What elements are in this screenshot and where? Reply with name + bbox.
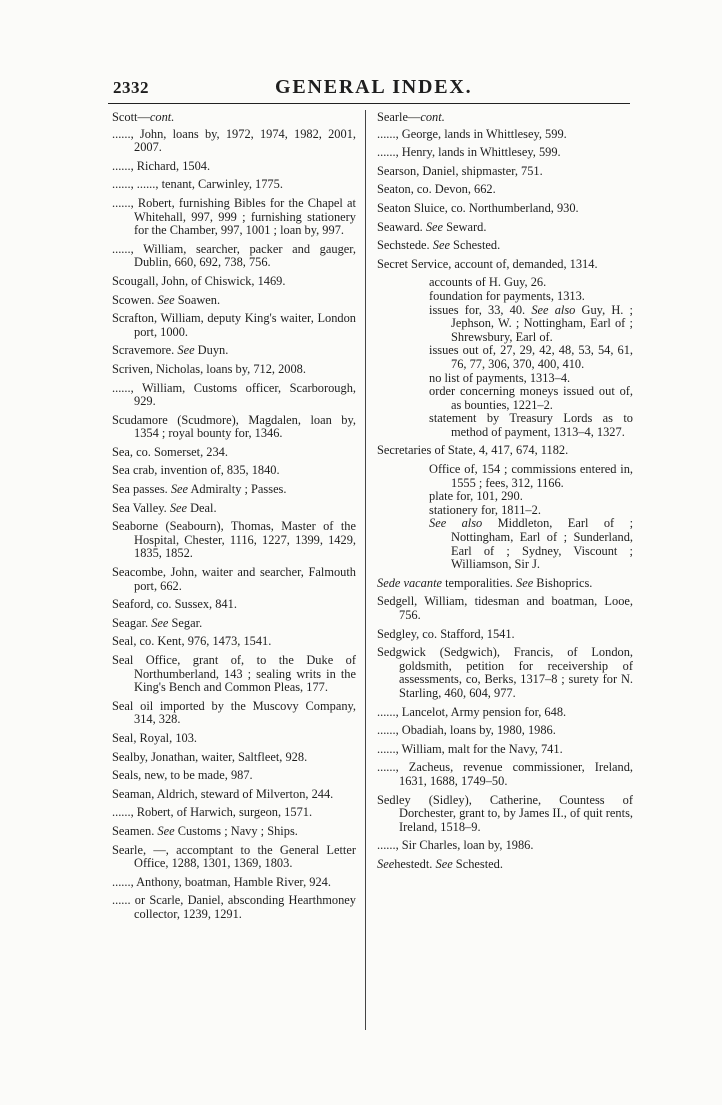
- index-subentry: plate for, 101, 290.: [429, 489, 523, 504]
- index-entry: Scriven, Nicholas, loans by, 712, 2008.: [112, 361, 306, 376]
- index-entry: Sedgwick (Sedgwich), Francis, of London, goldsmith, petition for receivership of assessments, co, Berks, 1317–8 ; surety for N. Starling, 460, 604, 977.: [377, 645, 633, 700]
- index-entry: ......, Obadiah, loans by, 1980, 1986.: [377, 723, 556, 738]
- index-subentry: foundation for payments, 1313.: [429, 288, 585, 303]
- index-entry: Seagar. See Segar.: [112, 615, 203, 630]
- index-entry: ......, William, malt for the Navy, 741.: [377, 741, 563, 756]
- index-subentry: statement by Treasury Lords as to method of payment, 1313–4, 1327.: [429, 411, 633, 439]
- index-entry: Searle, —, accomptant to the General Letter Office, 1288, 1301, 1369, 1803.: [112, 842, 356, 871]
- index-entry: ......, Richard, 1504.: [112, 158, 211, 173]
- index-entry: ......, John, loans by, 1972, 1974, 1982, 2001, 2007.: [112, 126, 356, 155]
- index-entry: Seamen. See Customs ; Navy ; Ships.: [112, 823, 298, 838]
- index-column-right: [377, 111, 633, 877]
- index-entry: Scowen. See Soawen.: [112, 292, 221, 307]
- index-subentry: issues out of, 27, 29, 42, 48, 53, 54, 61, 76, 77, 306, 370, 400, 410.: [429, 343, 633, 371]
- index-subentry: issues for, 33, 40. See also Guy, H. ; Jephson, W. ; Nottingham, Earl of ; Shrewsbury, Earl of.: [429, 302, 633, 344]
- index-subentry: Office of, 154 ; commissions entered in, 1555 ; fees, 312, 1166.: [429, 462, 633, 490]
- index-entry: Scougall, John, of Chiswick, 1469.: [112, 273, 286, 288]
- index-column-left: [112, 111, 356, 927]
- index-entry: Seal oil imported by the Muscovy Company, 314, 328.: [112, 698, 356, 727]
- page-number: 2332: [113, 78, 149, 97]
- index-entry: Seal, co. Kent, 976, 1473, 1541.: [112, 634, 272, 649]
- index-subentry: accounts of H. Guy, 26.: [429, 275, 547, 290]
- index-entry: ...... or Scarle, Daniel, absconding Hearthmoney collector, 1239, 1291.: [112, 893, 356, 921]
- index-entry: Sede vacante temporalities. See Bishoprics.: [377, 575, 593, 590]
- index-entry: Seals, new, to be made, 987.: [112, 768, 253, 783]
- index-subentry: stationery for, 1811–2.: [429, 502, 541, 517]
- index-entry: ......, Sir Charles, loan by, 1986.: [377, 838, 534, 853]
- index-subentry: no list of payments, 1313–4.: [429, 370, 571, 385]
- index-entry: Sechstede. See Schested.: [377, 238, 501, 253]
- index-continuation-heading: Scott—cont.: [112, 110, 175, 124]
- index-entry: Sealby, Jonathan, waiter, Saltfleet, 928.: [112, 749, 308, 764]
- index-entry: Seacombe, John, waiter and searcher, Falmouth port, 662.: [112, 565, 356, 593]
- index-continuation-heading: Searle—cont.: [377, 110, 445, 124]
- index-entry: Secret Service, account of, demanded, 1314.: [377, 256, 598, 271]
- index-entry: Sedgell, William, tidesman and boatman, Looe, 756.: [377, 594, 633, 622]
- index-entry: ......, Robert, furnishing Bibles for the Chapel at Whitehall, 997, 999 ; furnishing stationery for the Chamber, 997, 1001 ; loan by, 997.: [112, 195, 356, 238]
- index-entry: ......, Zacheus, revenue commissioner, Ireland, 1631, 1688, 1749–50.: [377, 760, 633, 788]
- index-entry: Seal Office, grant of, to the Duke of Northumberland, 143 ; sealing writs in the King's Bench and Common Pleas, 177.: [112, 653, 356, 695]
- running-head: GENERAL INDEX.: [275, 76, 473, 98]
- index-entry: ......, William, searcher, packer and gauger, Dublin, 660, 692, 738, 756.: [112, 241, 356, 270]
- index-entry: Seal, Royal, 103.: [112, 730, 198, 745]
- index-entry: ......, Henry, lands in Whittlesey, 599.: [377, 145, 561, 160]
- index-entry: Scrafton, William, deputy King's waiter, London port, 1000.: [112, 311, 356, 339]
- header-rule: [108, 103, 630, 104]
- index-entry: Seaton, co. Devon, 662.: [377, 182, 496, 197]
- index-entry: Seaton Sluice, co. Northumberland, 930.: [377, 200, 579, 215]
- index-entry: ......, William, Customs officer, Scarborough, 929.: [112, 380, 356, 409]
- index-entry: Sea Valley. See Deal.: [112, 500, 217, 515]
- index-entry: Sea, co. Somerset, 234.: [112, 444, 228, 459]
- index-entry: ......, George, lands in Whittlesey, 599.: [377, 126, 567, 141]
- index-entry: ......, Robert, of Harwich, surgeon, 1571.: [112, 805, 313, 820]
- index-entry: Sea crab, invention of, 835, 1840.: [112, 463, 280, 478]
- index-entry: Sedgley, co. Stafford, 1541.: [377, 626, 515, 641]
- index-entry: Searson, Daniel, shipmaster, 751.: [377, 163, 543, 178]
- index-entry: Sedley (Sidley), Catherine, Countess of Dorchester, grant to, by James II., of quit rents, Ireland, 1518–9.: [377, 792, 633, 834]
- index-entry: Seaford, co. Sussex, 841.: [112, 597, 237, 612]
- index-entry: Scravemore. See Duyn.: [112, 343, 229, 358]
- column-divider: [365, 110, 366, 1030]
- index-entry: Seaman, Aldrich, steward of Milverton, 244.: [112, 786, 334, 801]
- index-subentry: order concerning moneys issued out of, as bounties, 1221–2.: [429, 384, 633, 412]
- index-entry: Seaward. See Seward.: [377, 219, 487, 234]
- index-entry: Seehestedt. See Schested.: [377, 856, 503, 871]
- index-entry: Scudamore (Scudmore), Magdalen, loan by, 1354 ; royal bounty for, 1346.: [112, 412, 356, 441]
- index-entry: ......, ......, tenant, Carwinley, 1775.: [112, 177, 283, 192]
- index-entry: Sea passes. See Admiralty ; Passes.: [112, 482, 287, 497]
- index-entry: Seaborne (Seabourn), Thomas, Master of the Hospital, Chester, 1116, 1227, 1399, 1429, 1835, 1852.: [112, 519, 356, 561]
- index-entry: ......, Lancelot, Army pension for, 648.: [377, 704, 567, 719]
- index-entry: ......, Anthony, boatman, Hamble River, 924.: [112, 874, 331, 889]
- index-entry: Secretaries of State, 4, 417, 674, 1182.: [377, 443, 569, 458]
- index-subentry: See also Middleton, Earl of ; Nottingham, Earl of ; Sunderland, Earl of ; Sydney, Viscount ; Williamson, Sir J.: [429, 516, 634, 572]
